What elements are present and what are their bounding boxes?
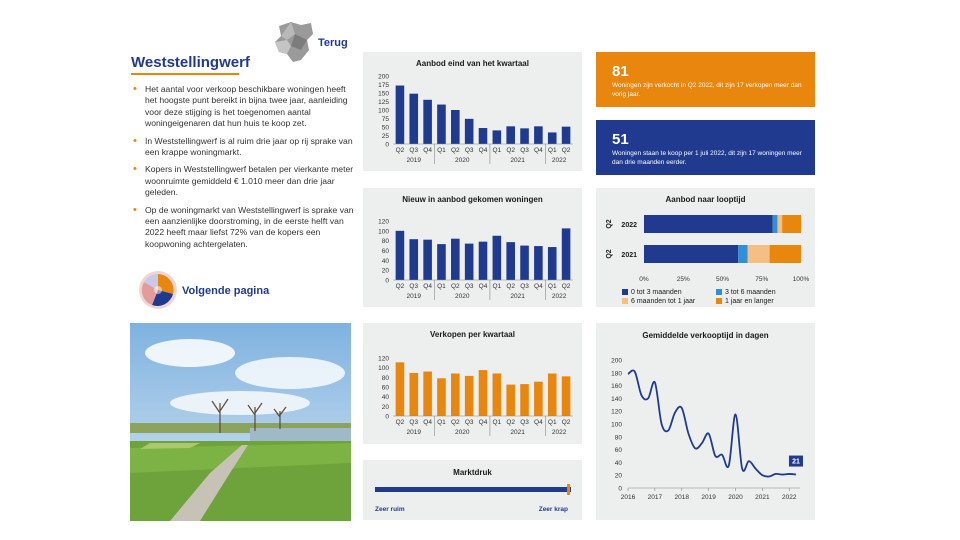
legend-entry: 0 tot 3 maanden	[622, 289, 682, 296]
last-value-label: 21	[792, 458, 800, 466]
x-tick-label: Q2	[506, 147, 516, 154]
y-tick-label: 200	[611, 357, 622, 365]
x-tick-label: Q1	[492, 283, 502, 290]
bar	[465, 119, 474, 144]
x-tick-label: 2021	[755, 494, 770, 501]
y-tick-label: 80	[381, 238, 389, 246]
y-tick-label: 120	[378, 355, 389, 363]
chart-title: Verkopen per kwartaal	[430, 330, 515, 339]
next-page-pie-icon[interactable]	[138, 270, 178, 310]
page-title: Weststellingwerf	[131, 54, 250, 71]
stacked-bar-segment	[782, 215, 801, 233]
marktdruk-panel	[363, 460, 582, 520]
y-tick-label: 60	[381, 248, 389, 255]
year-label: 2022	[551, 429, 567, 436]
year-label: 2021	[510, 157, 525, 164]
x-tick-label: Q1	[547, 419, 557, 426]
row-label: 2022	[621, 222, 637, 229]
bar	[562, 376, 571, 416]
x-tick-label: Q3	[464, 419, 474, 426]
kpi-sold-card	[596, 52, 815, 107]
year-label: 2019	[406, 157, 422, 164]
x-tick-label: Q2	[395, 283, 405, 290]
year-label: 2022	[551, 157, 567, 164]
y-tick-label: 80	[381, 374, 389, 382]
x-tick-label: 2016	[620, 494, 636, 501]
bar	[506, 385, 515, 416]
x-tick-label: Q1	[547, 147, 557, 154]
series-line	[628, 370, 796, 476]
bar	[562, 228, 571, 280]
x-tick-label: Q4	[423, 419, 432, 426]
bar	[465, 376, 474, 416]
x-tick-label: Q3	[409, 419, 419, 426]
x-tick-label: Q2	[450, 147, 460, 154]
bar	[534, 126, 543, 144]
bar	[423, 100, 432, 144]
y-tick-label: 140	[611, 395, 622, 403]
x-tick-label: Q1	[492, 147, 502, 154]
stacked-bar-segment	[770, 245, 801, 263]
chart-verkooptijd-svg	[596, 323, 815, 520]
year-label: 2019	[406, 293, 422, 300]
year-label: 2020	[454, 293, 470, 300]
y-tick-label: 100	[378, 107, 389, 115]
bar	[493, 373, 502, 416]
bar	[437, 244, 446, 280]
kpi-sold-text: Woningen zijn verkocht in Q2 2022, dit zijn 17 verkopen meer dan vorig jaar.	[612, 82, 802, 98]
x-tick-label: 2017	[647, 494, 663, 501]
bar	[562, 127, 571, 144]
stacked-bar-segment	[644, 245, 738, 263]
x-tick-label: Q2	[561, 147, 571, 154]
stacked-bar-segment	[748, 245, 770, 263]
gauge-marker	[567, 484, 570, 495]
x-tick-label: Q4	[534, 147, 543, 154]
kpi-for-sale-text: Woningen staan te koop per 1 juli 2022, dit zijn 17 woningen meer dan drie maanden eerder.	[612, 150, 802, 166]
bar	[423, 240, 432, 280]
next-page-button[interactable]: Volgende pagina	[182, 285, 270, 297]
x-tick-label: Q4	[478, 147, 488, 154]
x-tick-label: Q4	[423, 283, 432, 290]
x-tick-label: 50%	[715, 276, 730, 283]
chart-looptijd-panel	[596, 188, 815, 307]
group-label: Q2	[606, 219, 613, 229]
bar	[423, 372, 432, 416]
x-tick-label: Q2	[395, 419, 405, 426]
bar	[548, 247, 557, 280]
chart-nieuw-svg	[363, 188, 582, 307]
marktdruk-left-label: Zeer ruim	[375, 506, 405, 513]
y-tick-label: 75	[381, 116, 389, 123]
y-tick-label: 20	[614, 472, 622, 480]
y-tick-label: 25	[381, 133, 389, 140]
y-tick-label: 125	[378, 99, 389, 106]
bullet-item: • Kopers in Weststellingwerf betalen per vierkante meter woonruimte gemiddeld € 1.010 meer dan drie jaar geleden.	[131, 164, 356, 198]
bar	[479, 370, 488, 416]
summary-bullets	[131, 84, 356, 256]
bar	[396, 231, 405, 280]
y-tick-label: 100	[378, 228, 389, 236]
stacked-bar-segment	[773, 215, 778, 233]
year-label: 2020	[454, 429, 470, 436]
bar	[409, 239, 418, 280]
y-tick-label: 20	[381, 403, 389, 411]
y-tick-label: 120	[611, 408, 622, 416]
x-tick-label: Q4	[478, 283, 488, 290]
bar	[451, 373, 460, 416]
chart-title: Aanbod eind van het kwartaal	[416, 59, 529, 68]
legend-entry: 3 tot 6 maanden	[716, 289, 776, 296]
y-tick-label: 80	[614, 434, 622, 442]
x-tick-label: 2020	[728, 494, 743, 501]
x-tick-label: Q3	[464, 283, 474, 290]
legend-entry: 1 jaar en langer	[716, 298, 774, 305]
bar	[548, 373, 557, 416]
title-underline	[131, 73, 239, 75]
legend-entry: 6 maanden tot 1 jaar	[622, 298, 695, 305]
back-link[interactable]: Terug	[318, 37, 348, 49]
stacked-bar-segment	[777, 215, 782, 233]
bar	[437, 105, 446, 144]
bar	[506, 242, 515, 280]
bar	[396, 362, 405, 416]
bar	[451, 239, 460, 280]
x-tick-label: Q1	[437, 147, 446, 154]
bullet-item: • Op de woningmarkt van Weststellingwerf is sprake van een aanzienlijke doorstroming, in de eerste helft van 2022 heeft maar liefst 72% van de kopers een koopwoning achtergelaten.	[131, 205, 356, 251]
y-tick-label: 0	[385, 141, 389, 149]
gauge-bar	[375, 487, 571, 492]
bar	[548, 132, 557, 144]
bar	[520, 246, 529, 280]
x-tick-label: Q4	[534, 283, 543, 290]
bar	[534, 382, 543, 416]
x-tick-label: Q1	[492, 419, 502, 426]
x-tick-label: Q2	[561, 283, 571, 290]
x-tick-label: 0%	[639, 276, 649, 283]
x-tick-label: 100%	[792, 276, 810, 283]
stacked-bar-segment	[738, 245, 747, 263]
map-icon[interactable]	[273, 20, 315, 64]
bar	[437, 378, 446, 416]
chart-verkopen-panel	[363, 323, 582, 444]
y-tick-label: 40	[381, 257, 389, 265]
bar	[493, 236, 502, 280]
x-tick-label: Q3	[409, 283, 419, 290]
year-label: 2019	[406, 429, 422, 436]
y-tick-label: 0	[385, 413, 389, 421]
x-tick-label: Q4	[423, 147, 432, 154]
marktdruk-right-label: Zeer krap	[538, 506, 568, 513]
bar	[479, 242, 488, 280]
x-tick-label: Q3	[520, 419, 529, 426]
y-tick-label: 200	[378, 73, 389, 81]
x-tick-label: Q4	[478, 419, 488, 426]
stacked-bar-segment	[644, 215, 773, 233]
year-label: 2021	[510, 429, 525, 436]
bar	[520, 128, 529, 144]
x-tick-label: Q4	[534, 419, 543, 426]
chart-title: Marktdruk	[453, 468, 492, 477]
bar	[479, 128, 488, 144]
x-tick-label: 2019	[701, 494, 716, 501]
bar	[465, 244, 474, 280]
x-tick-label: Q2	[395, 147, 405, 154]
x-tick-label: Q3	[409, 147, 419, 154]
x-tick-label: 2018	[674, 494, 689, 501]
bar	[396, 86, 405, 144]
y-tick-label: 100	[378, 365, 389, 373]
chart-aanbod-panel	[363, 52, 582, 171]
kpi-sold-number: 81	[612, 63, 629, 80]
landscape-photo	[130, 323, 351, 521]
y-tick-label: 60	[381, 384, 389, 392]
y-tick-label: 20	[381, 267, 389, 275]
x-tick-label: 75%	[755, 276, 769, 283]
bar	[506, 126, 515, 144]
bar	[409, 94, 418, 144]
x-tick-label: Q2	[506, 283, 516, 290]
y-tick-label: 60	[614, 447, 622, 455]
chart-title: Nieuw in aanbod gekomen woningen	[402, 195, 543, 204]
x-tick-label: Q2	[506, 419, 516, 426]
row-label: 2021	[621, 252, 637, 259]
chart-verkopen-svg	[363, 323, 582, 444]
chart-title: Aanbod naar looptijd	[665, 195, 746, 204]
bar	[493, 130, 502, 144]
bar	[451, 110, 460, 144]
x-tick-label: Q2	[561, 419, 571, 426]
x-tick-label: Q2	[450, 419, 460, 426]
y-tick-label: 50	[381, 124, 389, 132]
y-tick-label: 150	[378, 90, 389, 98]
bar	[520, 384, 529, 416]
year-label: 2020	[454, 157, 470, 164]
y-tick-label: 40	[381, 394, 389, 402]
kpi-for-sale-card	[596, 120, 815, 175]
chart-title: Gemiddelde verkooptijd in dagen	[642, 331, 769, 340]
x-tick-label: 25%	[676, 276, 690, 283]
y-tick-label: 0	[385, 277, 389, 285]
x-tick-label: Q3	[520, 147, 529, 154]
y-tick-label: 160	[611, 383, 622, 391]
y-tick-label: 0	[618, 485, 622, 493]
y-tick-label: 40	[614, 459, 622, 467]
group-label: Q2	[606, 249, 613, 259]
x-tick-label: Q3	[520, 283, 529, 290]
x-tick-label: 2022	[782, 494, 797, 501]
x-tick-label: Q3	[464, 147, 474, 154]
chart-nieuw-panel	[363, 188, 582, 307]
x-tick-label: Q1	[437, 419, 446, 426]
x-tick-label: Q1	[547, 283, 557, 290]
y-tick-label: 120	[378, 218, 389, 226]
year-label: 2021	[510, 293, 525, 300]
bullet-item: • Het aantal voor verkoop beschikbare woningen heeft het hoogste punt bereikt in bijna twee jaar, aanleiding voor deze stijging is het toegenomen aantal woningeigenaren dat hun huis te koop zet.	[131, 84, 356, 130]
bar	[409, 373, 418, 416]
x-tick-label: Q1	[437, 283, 446, 290]
y-tick-label: 180	[611, 370, 622, 378]
year-label: 2022	[551, 293, 567, 300]
y-tick-label: 175	[378, 82, 389, 89]
y-tick-label: 100	[611, 421, 622, 429]
bullet-item: • In Weststellingwerf is al ruim drie jaar op rij sprake van een krappe woningmarkt.	[131, 136, 356, 159]
kpi-for-sale-number: 51	[612, 131, 629, 148]
x-tick-label: Q2	[450, 283, 460, 290]
chart-verkooptijd-panel	[596, 323, 815, 520]
chart-aanbod-svg	[363, 52, 582, 171]
bar	[534, 246, 543, 280]
